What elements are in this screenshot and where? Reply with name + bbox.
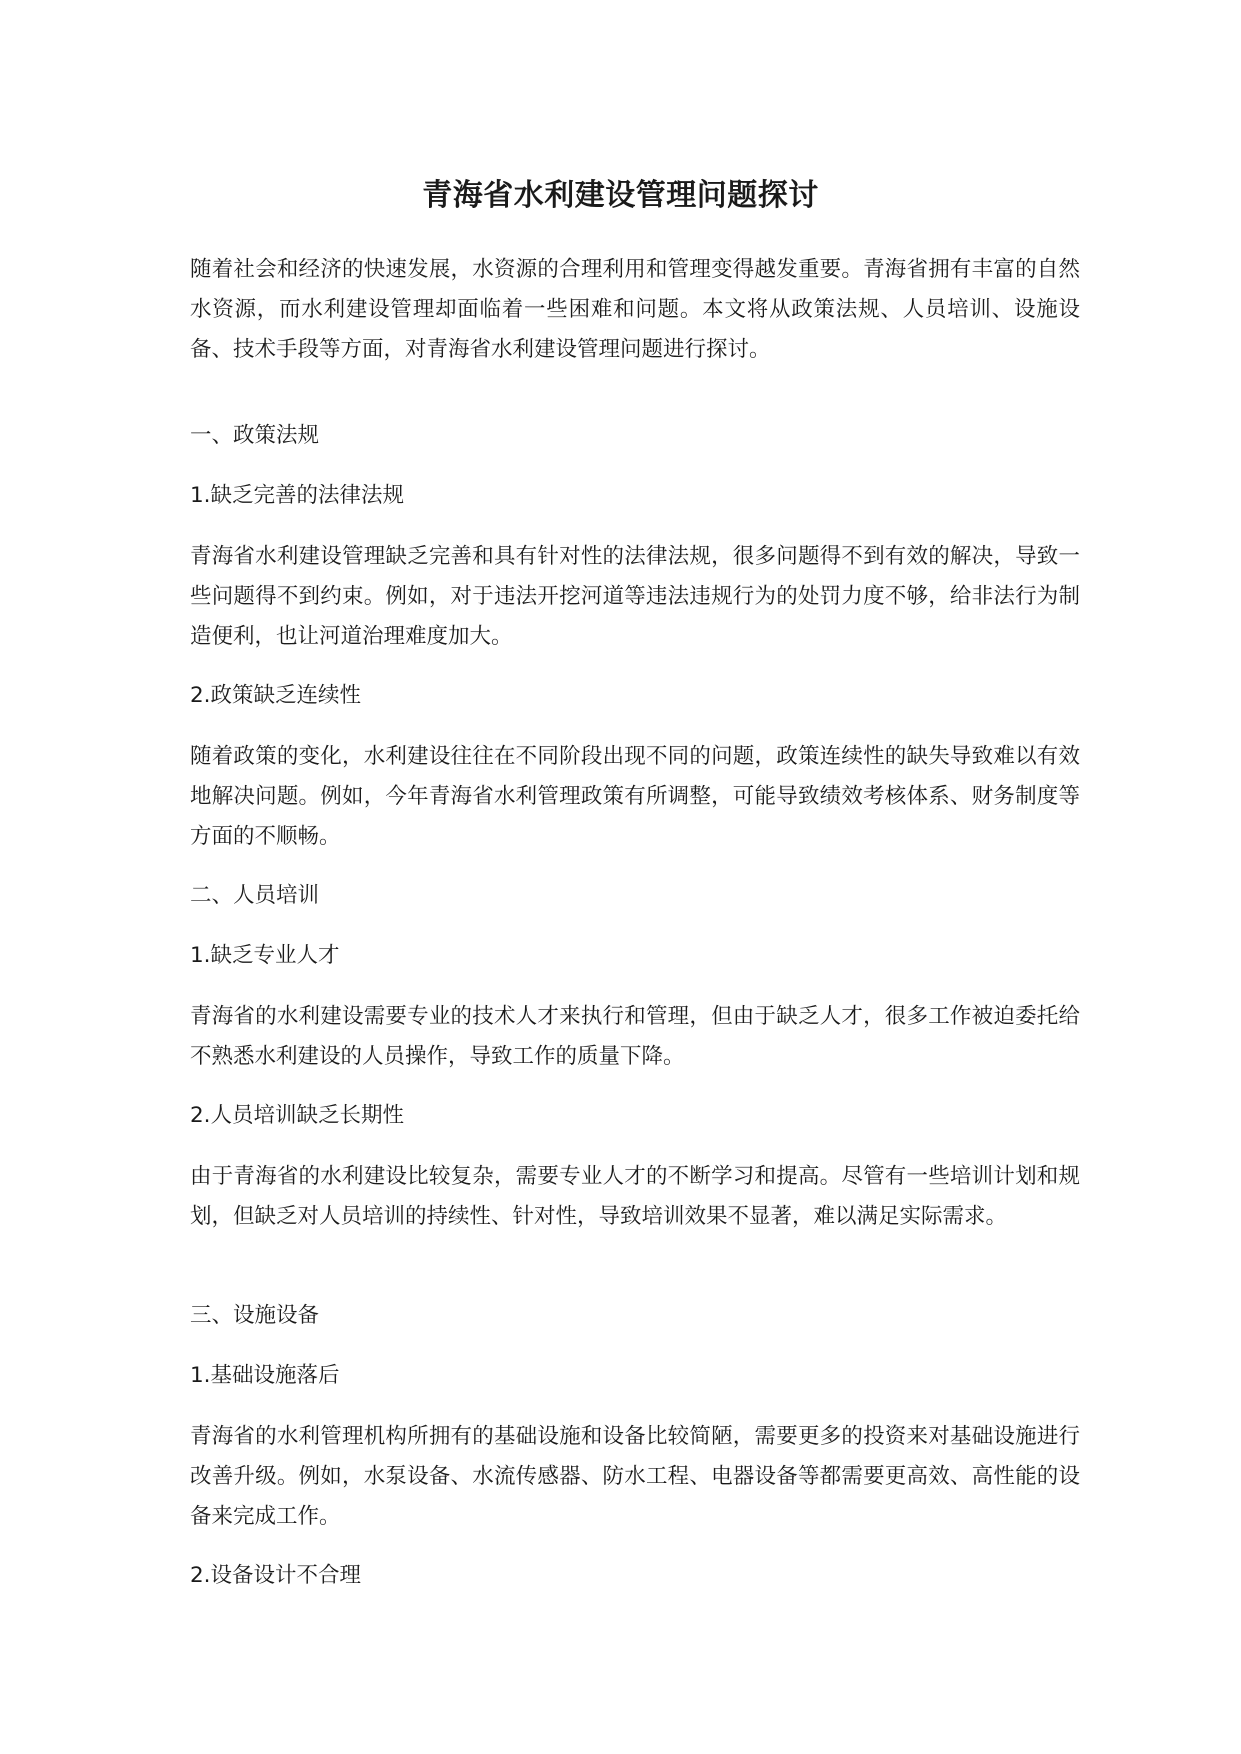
subheading-talent: 1.缺乏专业人才 (190, 943, 340, 968)
paragraph-training-duration: 由于青海省的水利建设比较复杂，需要专业人才的不断学习和提高。尽管有一些培训计划和规划，但缺乏对人员培训的持续性、针对性，导致培训效果不显著，难以满足实际需求。 (190, 1164, 1080, 1229)
subheading-training-duration: 2.人员培训缺乏长期性 (190, 1103, 405, 1128)
paragraph-policy-continuity: 随着政策的变化，水利建设往往在不同阶段出现不同的问题，政策连续性的缺失导致难以有效地解决问题。例如，今年青海省水利管理政策有所调整，可能导致绩效考核体系、财务制度等方面的不顺畅。 (190, 744, 1080, 849)
subheading-policy-continuity: 2.政策缺乏连续性 (190, 683, 362, 708)
paragraph-laws: 青海省水利建设管理缺乏完善和具有针对性的法律法规，很多问题得不到有效的解决，导致一些问题得不到约束。例如，对于违法开挖河道等违法违规行为的处罚力度不够，给非法行为制造便利，也让河道治理难度加大。 (190, 544, 1080, 649)
document-title: 青海省水利建设管理问题探讨 (422, 178, 819, 213)
section-heading-facilities: 三、设施设备 (190, 1303, 320, 1328)
paragraph-intro: 随着社会和经济的快速发展，水资源的合理利用和管理变得越发重要。青海省拥有丰富的自然水资源，而水利建设管理却面临着一些困难和问题。本文将从政策法规、人员培训、设施设备、技术手段等方面，对青海省水利建设管理问题进行探讨。 (190, 257, 1080, 362)
subheading-laws: 1.缺乏完善的法律法规 (190, 483, 405, 508)
section-heading-policy: 一、政策法规 (190, 423, 320, 448)
subheading-equipment-design: 2.设备设计不合理 (190, 1563, 362, 1588)
paragraph-talent: 青海省的水利建设需要专业的技术人才来执行和管理，但由于缺乏人才，很多工作被迫委托给不熟悉水利建设的人员操作，导致工作的质量下降。 (190, 1004, 1080, 1069)
section-heading-training: 二、人员培训 (190, 883, 320, 908)
subheading-infrastructure: 1.基础设施落后 (190, 1363, 340, 1388)
paragraph-infrastructure: 青海省的水利管理机构所拥有的基础设施和设备比较简陋，需要更多的投资来对基础设施进行改善升级。例如，水泵设备、水流传感器、防水工程、电器设备等都需要更高效、高性能的设备来完成工作。 (190, 1424, 1080, 1529)
